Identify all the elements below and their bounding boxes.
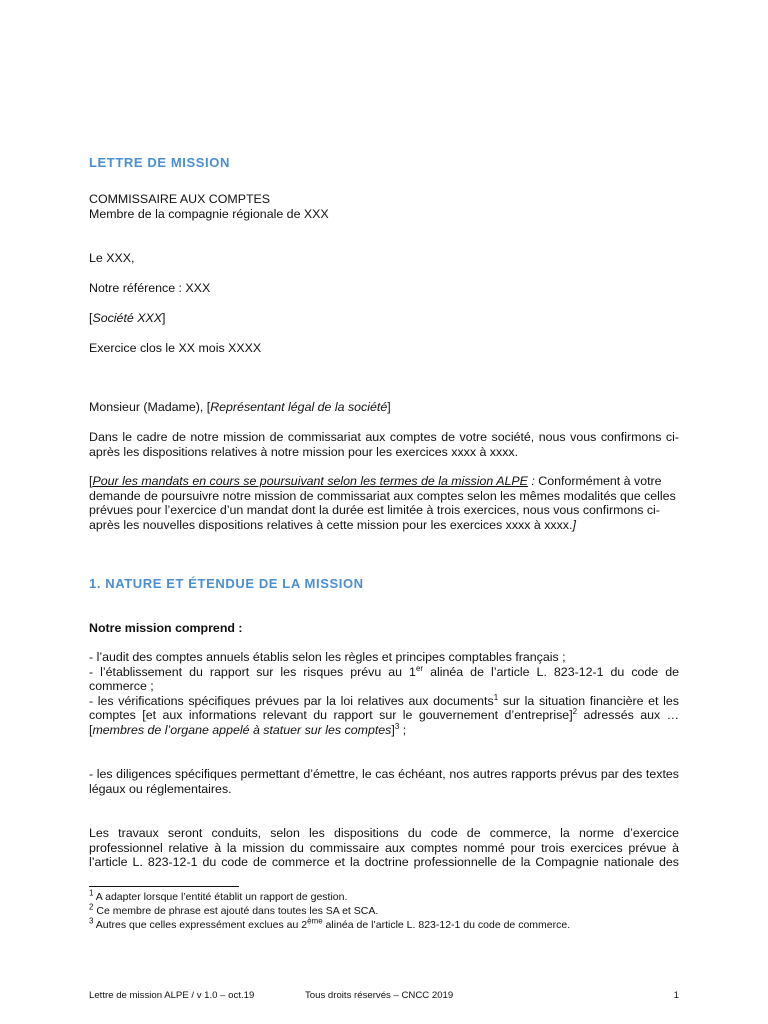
intro-paragraph: Dans le cadre de notre mission de commissariat aux comptes de votre société, nous vous confirmons ci-après les dispositions relatives à notre mission pour les exercices xxxx à xxxx. [89,430,679,459]
footnote-1: $^1$ A adapter lorsque l’entité établit un rapport de gestion. [89,888,348,903]
alpe-condition: Pour les mandats en cours se poursuivant selon les termes de la mission ALPE [92,474,528,488]
auditor-title: COMMISSAIRE AUX COMPTES [89,192,271,206]
footer-copyright: Tous droits réservés – CNCC 2019 [305,990,454,1001]
footer-left: Lettre de mission ALPE / v 1.0 – oct.19 [89,990,255,1001]
fiscal-year-line: Exercice clos le XX mois XXXX [89,341,262,355]
footnote-2: $^2$ Ce membre de phrase est ajouté dans toutes les SA et SCA. [89,902,379,917]
letter-date: Le XXX, [89,251,135,265]
list-item: - l’établissement du rapport sur les risques prévu au 1er alinéa de l’article L. 823-12-1 du code de commerce ; [89,663,679,694]
page-number: 1 [673,990,679,1001]
reference-line: Notre référence : XXX [89,281,211,295]
company-line: [Société XXX] [89,311,166,325]
alpe-paragraph: [Pour les mandats en cours se poursuivant selon les termes de la mission ALPE : Conformément à votre demande de poursuivre notre mission de commissariat aux comptes selon les mêmes modalités que celles prévues pour l’exercice d’un mandat dont la durée est limitée à trois exercices, nous vous confirmons ci-après les nouvelles dispositions relatives à cette mission pour les exercices xxxx à xxxx.] [89,474,676,532]
list-item: - l’audit des comptes annuels établis selon les règles et principes comptables français ; [89,650,566,664]
auditor-header [89,192,679,221]
list-item: - les diligences spécifiques permettant d’émettre, le cas échéant, nos autres rapports prévus par des textes légaux ou réglementaires. [89,767,679,796]
section-title-nature: 1. NATURE ET ÉTENDUE DE LA MISSION [89,576,364,591]
works-paragraph: Les travaux seront conduits, selon les dispositions du code de commerce, la norme d’exercice professionnel relative à la mission du commissaire aux comptes nommé pour trois exercices prévue à l’article L. 823-12-1 du code de commerce et la doctrine professionnelle de la Compagnie nationale des [89,826,679,870]
list-item: - les vérifications spécifiques prévues par la loi relatives aux documents$^1$ sur la situation financière et les comptes [et aux informations relevant du rapport sur le gouvernement d’entreprise]$^2$ adressés aux … [membres de l’organe appelé à statuer sur les comptes]$^3$ ; [89,692,679,737]
footnote-3: $^3$ Autres que celles expressément exclues au 2ème alinéa de l’article L. 823-12-1 du code de commerce. [89,916,571,931]
auditor-membership: Membre de la compagnie régionale de XXX [89,206,329,221]
document-title: LETTRE DE MISSION [89,155,230,170]
salutation: Monsieur (Madame), [Représentant légal de la société] [89,400,391,414]
company-name: Société XXX [92,311,163,325]
footnote-divider [89,886,239,887]
document-page [89,0,679,1024]
legal-representative: Représentant légal de la société [210,400,388,414]
mission-list [89,650,679,738]
mission-subtitle: Notre mission comprend : [89,621,243,635]
